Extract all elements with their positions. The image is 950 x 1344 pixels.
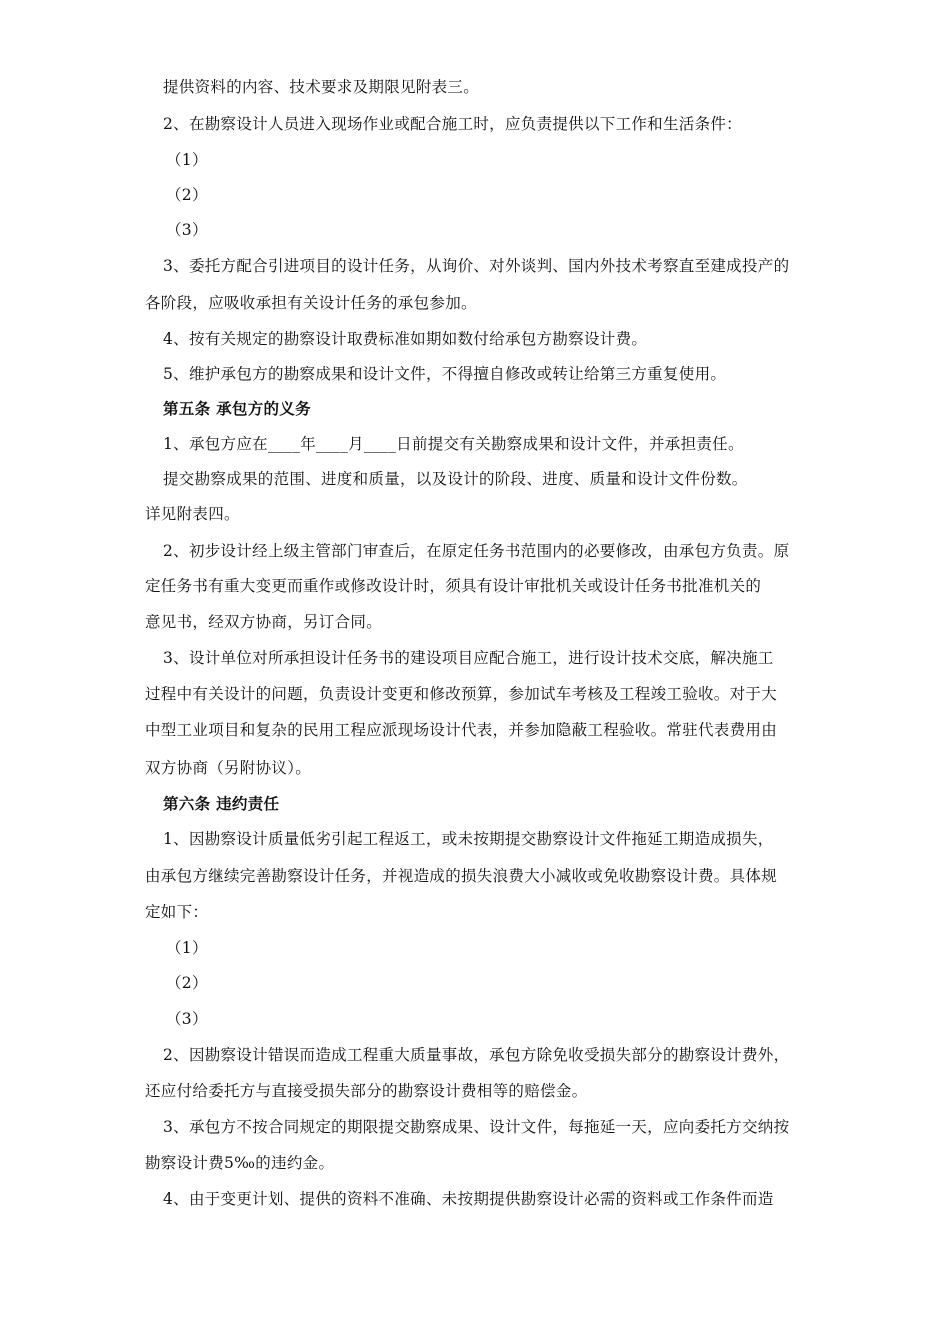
text-line: 3、承包方不按合同规定的期限提交勘察成果、设计文件，每拖延一天，应向委托方交纳按 <box>163 1118 790 1136</box>
text-line: 3、委托方配合引进项目的设计任务，从询价、对外谈判、国内外技术考察直至建成投产的 <box>163 257 790 275</box>
text-line: 1、因勘察设计质量低劣引起工程返工，或未按期提交勘察设计文件拖延工期造成损失， <box>163 830 774 848</box>
list-item: （3） <box>166 221 208 239</box>
text-line: 详见附表四。 <box>145 505 240 523</box>
list-item: （1） <box>166 939 208 957</box>
text-line: 意见书，经双方协商，另订合同。 <box>145 613 383 631</box>
text-line: 提供资料的内容、技术要求及期限见附表三。 <box>163 78 480 96</box>
text-line: 定如下： <box>145 903 209 921</box>
text-line: 2、初步设计经上级主管部门审查后，在原定任务书范围内的必要修改，由承包方负责。原 <box>163 542 790 560</box>
section-heading: 第六条 违约责任 <box>163 795 280 813</box>
text-line: 2、在勘察设计人员进入现场作业或配合施工时，应负责提供以下工作和生活条件： <box>163 115 742 133</box>
section-heading: 第五条 承包方的义务 <box>163 400 311 418</box>
text-line: 过程中有关设计的问题，负责设计变更和修改预算，参加试车考核及工程竣工验收。对于大 <box>145 685 778 703</box>
text-line: 勘察设计费5‰的违约金。 <box>145 1154 335 1172</box>
text-line: 1、承包方应在____年____月____日前提交有关勘察成果和设计文件，并承担责任。 <box>163 435 744 453</box>
text-line: 中型工业项目和复杂的民用工程应派现场设计代表，并参加隐蔽工程验收。常驻代表费用由 <box>145 721 778 739</box>
text-line: 4、按有关规定的勘察设计取费标准如期如数付给承包方勘察设计费。 <box>163 330 648 348</box>
text-line: 提交勘察成果的范围、进度和质量，以及设计的阶段、进度、质量和设计文件份数。 <box>163 470 748 488</box>
text-line: 2、因勘察设计错误而造成工程重大质量事故，承包方除免收受损失部分的勘察设计费外， <box>163 1046 790 1064</box>
list-item: （1） <box>166 151 208 169</box>
list-item: （2） <box>166 974 208 992</box>
text-line: 各阶段，应吸收承担有关设计任务的承包参加。 <box>145 294 477 312</box>
text-line: 由承包方继续完善勘察设计任务，并视造成的损失浪费大小减收或免收勘察设计费。具体规 <box>145 867 778 885</box>
text-line: 双方协商（另附协议）。 <box>145 759 312 777</box>
text-line: 4、由于变更计划、提供的资料不准确、未按期提供勘察设计必需的资料或工作条件而造 <box>163 1190 774 1208</box>
text-line: 3、设计单位对所承担设计任务书的建设项目应配合施工，进行设计技术交底，解决施工 <box>163 649 774 667</box>
text-line: 5、维护承包方的勘察成果和设计文件，不得擅自修改或转让给第三方重复使用。 <box>163 365 727 383</box>
list-item: （2） <box>166 186 208 204</box>
text-line: 还应付给委托方与直接受损失部分的勘察设计费相等的赔偿金。 <box>145 1082 588 1100</box>
text-line: 定任务书有重大变更而重作或修改设计时，须具有设计审批机关或设计任务书批准机关的 <box>145 577 762 595</box>
list-item: （3） <box>166 1010 208 1028</box>
